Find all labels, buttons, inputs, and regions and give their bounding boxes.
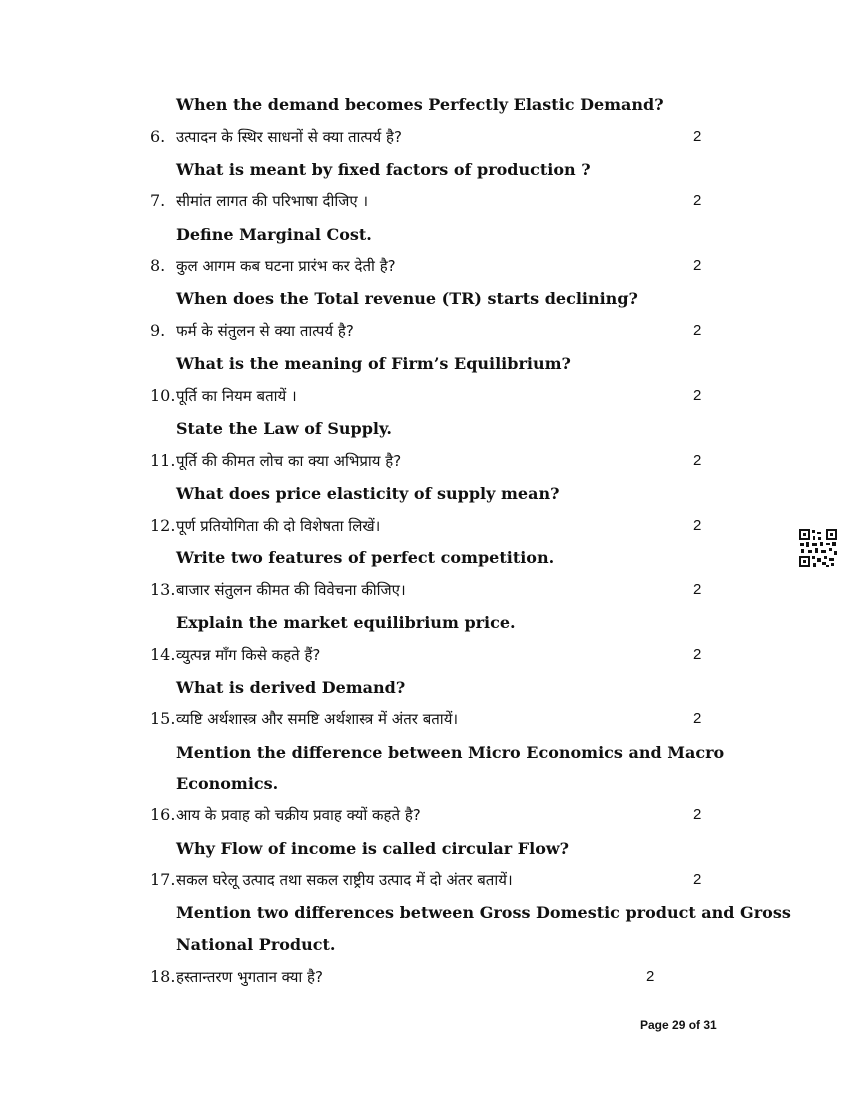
question-marks: 2 bbox=[693, 710, 702, 727]
question-text-hindi: व्युत्पन्न माँग किसे कहते हैं? bbox=[176, 646, 321, 664]
question-text-english: Define Marginal Cost. bbox=[176, 225, 372, 244]
question-text-english: When the demand becomes Perfectly Elastic Demand? bbox=[176, 95, 664, 114]
question-number: 13. bbox=[150, 580, 176, 599]
question-line-english bbox=[0, 740, 850, 766]
question-text-english: State the Law of Supply. bbox=[176, 419, 392, 438]
question-marks: 2 bbox=[693, 806, 702, 823]
question-line-hindi bbox=[0, 964, 850, 990]
question-number: 15. bbox=[150, 709, 176, 728]
question-number: 18. bbox=[150, 967, 176, 986]
question-text-hindi: आय के प्रवाह को चक्रीय प्रवाह क्यों कहते है? bbox=[176, 806, 421, 824]
question-text-english: Mention the difference between Micro Economics and Macro bbox=[176, 743, 725, 762]
question-text-english: Mention two differences between Gross Domestic product and Gross bbox=[176, 903, 791, 922]
question-text-english: Why Flow of income is called circular Flow? bbox=[176, 839, 570, 858]
question-marks: 2 bbox=[693, 322, 702, 339]
question-marks: 2 bbox=[693, 581, 702, 598]
question-text-english: What is the meaning of Firm’s Equilibrium? bbox=[176, 354, 571, 373]
question-line-english bbox=[0, 900, 850, 926]
question-marks: 2 bbox=[646, 968, 655, 985]
question-line-hindi bbox=[0, 124, 850, 150]
question-text-hindi: सकल घरेलू उत्पाद तथा सकल राष्ट्रीय उत्पाद में दो अंतर बतायें। bbox=[176, 871, 513, 889]
question-number: 12. bbox=[150, 516, 176, 535]
question-text-english: Explain the market equilibrium price. bbox=[176, 613, 516, 632]
question-number: 11. bbox=[150, 451, 176, 470]
question-line-hindi bbox=[0, 383, 850, 409]
question-line-english bbox=[0, 545, 850, 571]
question-line-hindi bbox=[0, 253, 850, 279]
question-text-hindi: पूर्ति की कीमत लोच का क्या अभिप्राय है? bbox=[176, 452, 402, 470]
question-number: 8. bbox=[150, 256, 166, 275]
question-marks: 2 bbox=[693, 646, 702, 663]
question-line-hindi bbox=[0, 318, 850, 344]
question-number: 7. bbox=[150, 191, 166, 210]
question-marks: 2 bbox=[693, 452, 702, 469]
question-marks: 2 bbox=[693, 517, 702, 534]
question-text-english: What does price elasticity of supply mean? bbox=[176, 484, 560, 503]
question-text-hindi: उत्पादन के स्थिर साधनों से क्या तात्पर्य है? bbox=[176, 128, 402, 146]
question-text-english: When does the Total revenue (TR) starts declining? bbox=[176, 289, 638, 308]
qr-code-icon bbox=[798, 528, 838, 568]
question-text-english: National Product. bbox=[176, 935, 336, 954]
question-line-hindi bbox=[0, 706, 850, 732]
question-line-english bbox=[0, 157, 850, 183]
question-text-english: Economics. bbox=[176, 774, 279, 793]
question-text-hindi: पूर्ति का नियम बतायें । bbox=[176, 387, 297, 405]
question-text-hindi: व्यष्टि अर्थशास्त्र और समष्टि अर्थशास्त्र में अंतर बतायें। bbox=[176, 710, 459, 728]
question-line-hindi bbox=[0, 577, 850, 603]
question-line-english bbox=[0, 351, 850, 377]
question-line-english bbox=[0, 610, 850, 636]
question-line-english bbox=[0, 92, 850, 118]
question-number: 17. bbox=[150, 870, 176, 889]
question-number: 14. bbox=[150, 645, 176, 664]
question-marks: 2 bbox=[693, 387, 702, 404]
question-line-english bbox=[0, 836, 850, 862]
page-number: Page 29 of 31 bbox=[640, 1018, 717, 1032]
question-text-hindi: कुल आगम कब घटना प्रारंभ कर देती है? bbox=[176, 257, 396, 275]
question-marks: 2 bbox=[693, 192, 702, 209]
question-line-english bbox=[0, 932, 850, 958]
question-number: 6. bbox=[150, 127, 166, 146]
question-line-english bbox=[0, 481, 850, 507]
question-line-hindi bbox=[0, 448, 850, 474]
question-marks: 2 bbox=[693, 128, 702, 145]
question-line-hindi bbox=[0, 513, 850, 539]
question-line-hindi bbox=[0, 642, 850, 668]
question-line-hindi bbox=[0, 188, 850, 214]
question-line-english bbox=[0, 416, 850, 442]
question-text-hindi: सीमांत लागत की परिभाषा दीजिए । bbox=[176, 192, 369, 210]
question-line-english bbox=[0, 675, 850, 701]
question-line-english bbox=[0, 286, 850, 312]
question-text-hindi: फर्म के संतुलन से क्या तात्पर्य है? bbox=[176, 322, 354, 340]
question-number: 10. bbox=[150, 386, 176, 405]
question-text-english: What is meant by fixed factors of production ? bbox=[176, 160, 591, 179]
question-line-hindi bbox=[0, 802, 850, 828]
question-text-english: Write two features of perfect competition. bbox=[176, 548, 555, 567]
question-number: 16. bbox=[150, 805, 176, 824]
question-line-hindi bbox=[0, 867, 850, 893]
question-text-english: What is derived Demand? bbox=[176, 678, 406, 697]
question-marks: 2 bbox=[693, 871, 702, 888]
question-marks: 2 bbox=[693, 257, 702, 274]
question-line-english bbox=[0, 771, 850, 797]
question-text-hindi: पूर्ण प्रतियोगिता की दो विशेषता लिखें। bbox=[176, 517, 381, 535]
question-number: 9. bbox=[150, 321, 166, 340]
question-text-hindi: बाजार संतुलन कीमत की विवेचना कीजिए। bbox=[176, 581, 406, 599]
question-line-english bbox=[0, 222, 850, 248]
question-text-hindi: हस्तान्तरण भुगतान क्या है? bbox=[176, 968, 323, 986]
